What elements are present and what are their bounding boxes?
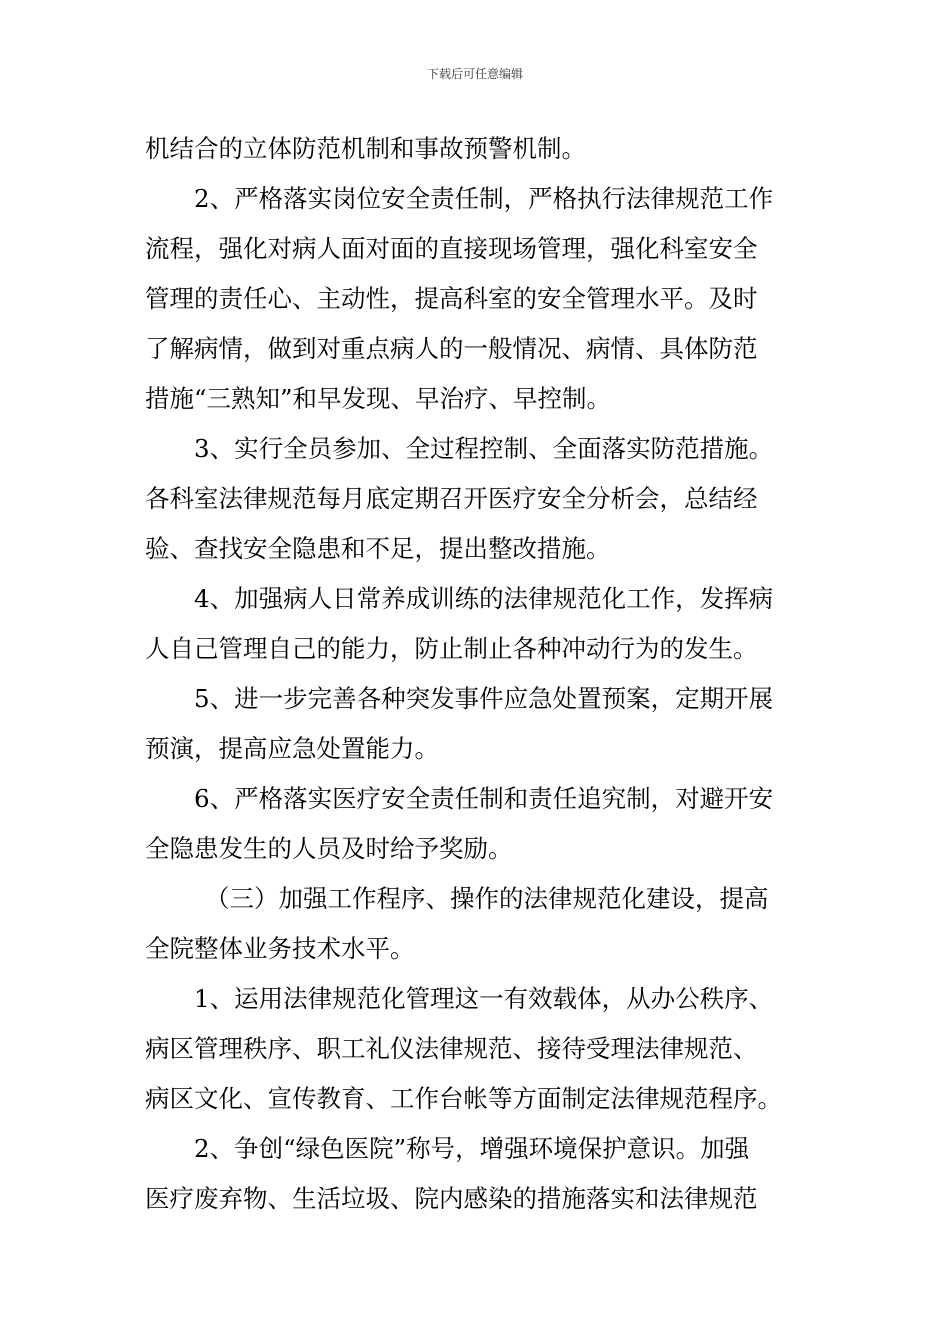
body-line: 各科室法律规范每月底定期召开医疗安全分析会，总结经 xyxy=(145,484,758,513)
section-heading-line: 全院整体业务技术水平。 xyxy=(145,934,415,963)
body-line: 预演，提高应急处置能力。 xyxy=(145,734,439,763)
body-line: 病区管理秩序、职工礼仪法律规范、接待受理法律规范、 xyxy=(145,1034,758,1063)
body-line: 措施“三熟知”和早发现、早治疗、早控制。 xyxy=(145,384,612,413)
body-line: 2、严格落实岗位安全责任制，严格执行法律规范工作 xyxy=(194,184,774,213)
body-line: 3、实行全员参加、全过程控制、全面落实防范措施。 xyxy=(194,434,774,463)
body-line: 流程，强化对病人面对面的直接现场管理，强化科室安全 xyxy=(145,234,758,263)
body-line: 机结合的立体防范机制和事故预警机制。 xyxy=(145,134,586,163)
body-line: 病区文化、宣传教育、工作台帐等方面制定法律规范程序。 xyxy=(145,1084,782,1113)
body-line: 全隐患发生的人员及时给予奖励。 xyxy=(145,834,513,863)
body-line: 1、运用法律规范化管理这一有效载体，从办公秩序、 xyxy=(194,984,774,1013)
body-line: 5、进一步完善各种突发事件应急处置预案，定期开展 xyxy=(194,684,774,713)
body-line: 了解病情，做到对重点病人的一般情况、病情、具体防范 xyxy=(145,334,758,363)
section-heading-line: （三）加强工作程序、操作的法律规范化建设，提高 xyxy=(205,884,769,913)
body-line: 管理的责任心、主动性，提高科室的安全管理水平。及时 xyxy=(145,284,758,313)
body-line: 人自己管理自己的能力，防止制止各种冲动行为的发生。 xyxy=(145,634,758,663)
body-line: 6、严格落实医疗安全责任制和责任追究制，对避开安 xyxy=(194,784,774,813)
body-line: 4、加强病人日常养成训练的法律规范化工作，发挥病 xyxy=(194,584,774,613)
body-text xyxy=(145,124,809,1224)
body-line: 2、争创“绿色医院”称号，增强环境保护意识。加强 xyxy=(194,1134,750,1163)
body-line: 验、查找安全隐患和不足，提出整改措施。 xyxy=(145,534,611,563)
body-line: 医疗废弃物、生活垃圾、院内感染的措施落实和法律规范 xyxy=(145,1184,758,1213)
page-header: 下载后可任意编辑 xyxy=(426,67,523,81)
